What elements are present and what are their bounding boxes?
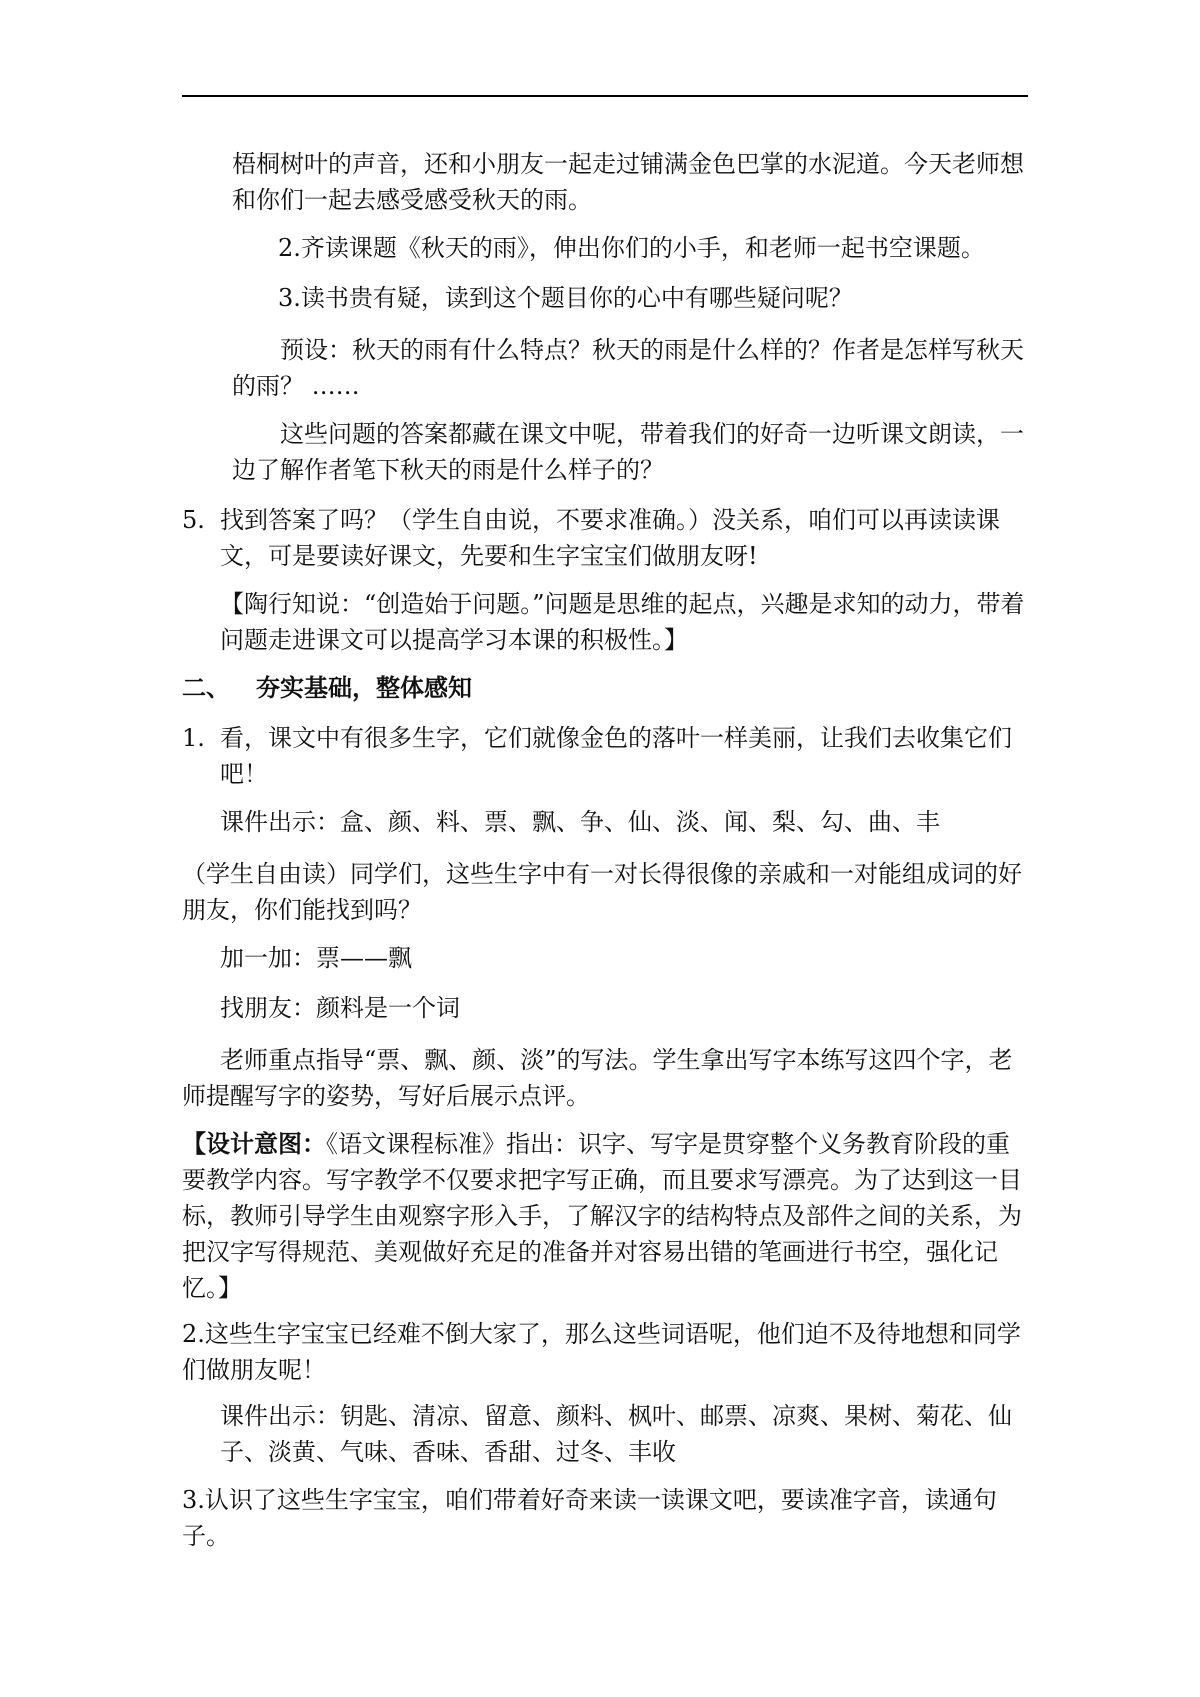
- design-intent-note: [182, 1126, 1028, 1306]
- design-intent-label: 【设计意图：: [182, 1129, 326, 1158]
- courseware-words: 课件出示：钥匙、清凉、留意、颜料、枫叶、邮票、凉爽、果树、菊花、仙子、淡黄、气味、香味、香甜、过冬、丰收: [220, 1402, 1012, 1466]
- add-component: 加一加：票——飘: [220, 944, 412, 972]
- courseware-characters: 课件出示：盒、颜、料、票、飘、争、仙、淡、闻、梨、勾、曲、丰: [220, 808, 940, 836]
- item-1-number: 1.: [182, 724, 205, 752]
- item-5-number: 5.: [182, 506, 205, 534]
- find-friend: 找朋友：颜料是一个词: [220, 994, 460, 1022]
- paragraph-listen-reading: 这些问题的答案都藏在课文中呢，带着我们的好奇一边听课文朗读，一边了解作者笔下秋天的雨是什么样子的？: [232, 420, 1024, 484]
- item-1-text: 看，课文中有很多生字，它们就像金色的落叶一样美丽，让我们去收集它们吧！: [220, 724, 1012, 788]
- step-3-questions: 3.读书贵有疑，读到这个题目你的心中有哪些疑问呢？: [278, 284, 853, 312]
- step-2-read-title: 2.齐读课题《秋天的雨》，伸出你们的小手，和老师一起书空课题。: [278, 234, 985, 262]
- design-intent-text: 《语文课程标准》指出：识字、写字是贯穿整个义务教育阶段的重要教学内容。写字教学不仅要求把字写正确，而且要求写漂亮。为了达到这一目标，教师引导学生由观察字形入手，了解汉字的结构特点及部件之间的关系，为把汉字写得规范、美观做好充足的准备并对容易出错的笔画进行书空，强化记忆。】: [182, 1130, 1022, 1302]
- item-2-words: 2.这些生字宝宝已经难不倒大家了，那么这些词语呢，他们迫不及待地想和同学们做朋友呢！: [182, 1320, 1021, 1384]
- paragraph-find-pairs: （学生自由读）同学们，这些生字中有一对长得很像的亲戚和一对能组成词的好朋友，你们能找到吗？: [182, 860, 1022, 924]
- section-2-heading: 夯实基础，整体感知: [256, 673, 472, 702]
- note-tao-xingzhi: 【陶行知说：“创造始于问题。”问题是思维的起点，兴趣是求知的动力，带着问题走进课文可以提高学习本课的积极性。】: [220, 590, 1025, 654]
- paragraph-writing-guide: 老师重点指导“票、飘、颜、淡”的写法。学生拿出写字本练写这四个字，老师提醒写字的姿势，写好后展示点评。: [182, 1046, 1013, 1110]
- item-3-read-text: 3.认识了这些生字宝宝，咱们带着好奇来读一读课文吧，要读准字音，读通句子。: [182, 1486, 997, 1550]
- section-2-number: 二、: [182, 673, 230, 702]
- item-5-text: 找到答案了吗？（学生自由说，不要求准确。）没关系，咱们可以再读读课文，可是要读好课文，先要和生字宝宝们做朋友呀!: [220, 506, 1000, 570]
- preset-questions: 预设：秋天的雨有什么特点？秋天的雨是什么样的？作者是怎样写秋天的雨？ ……: [232, 336, 1024, 400]
- header-rule: [182, 95, 1028, 97]
- paragraph-intro-continued: 梧桐树叶的声音，还和小朋友一起走过铺满金色巴掌的水泥道。今天老师想和你们一起去感受感受秋天的雨。: [232, 150, 1024, 214]
